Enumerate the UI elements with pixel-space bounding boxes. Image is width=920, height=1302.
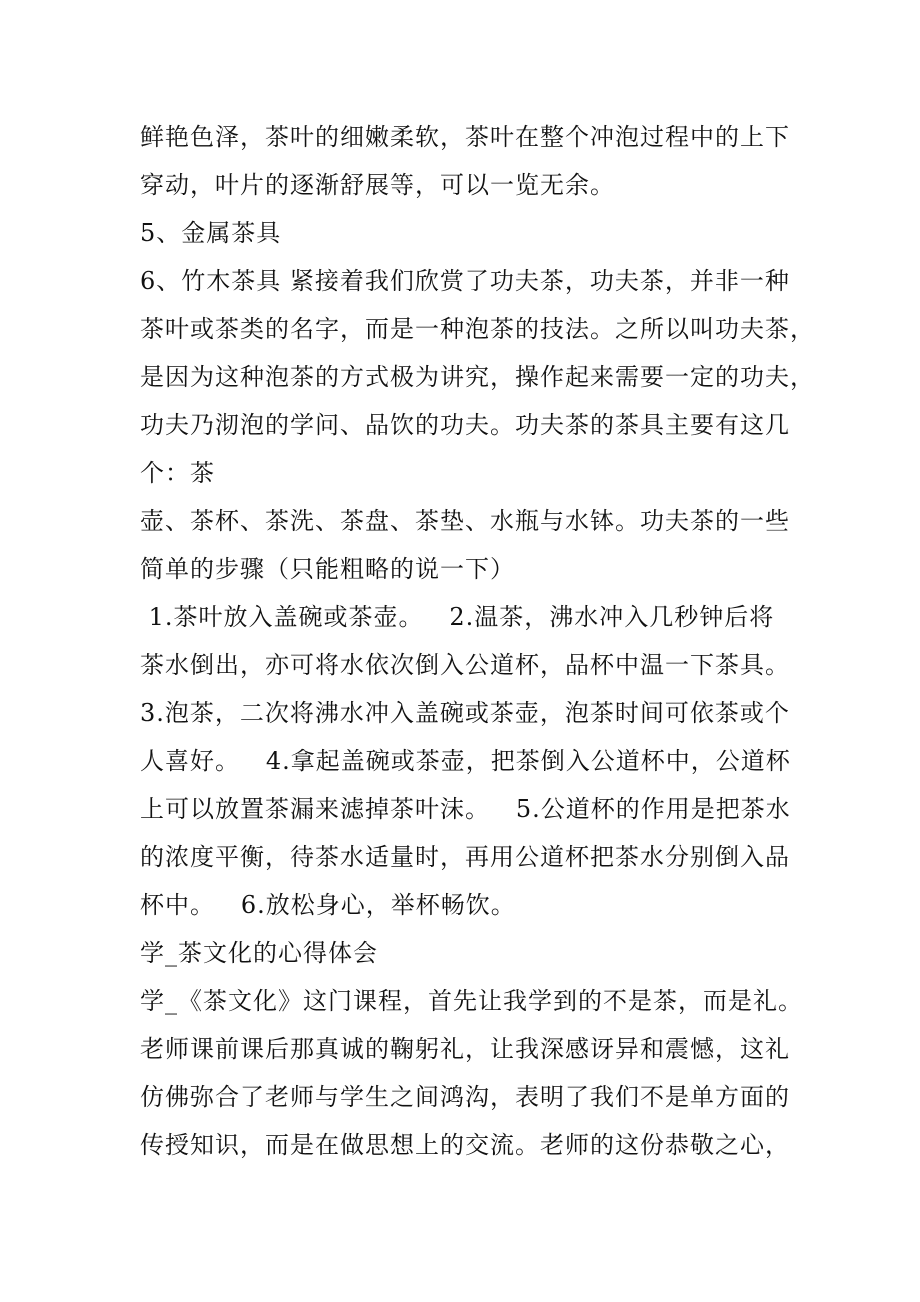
text-line: 6、竹木茶具 紧接着我们欣赏了功夫茶，功夫茶，并非一种 <box>140 267 790 295</box>
text-line: 上可以放置茶漏来滤掉茶叶沫。 5.公道杯的作用是把茶水 <box>140 795 791 823</box>
section-heading: 学_茶文化的心得体会 <box>140 939 378 967</box>
text-line: 3.泡茶，二次将沸水冲入盖碗或茶壶，泡茶时间可依茶或个 <box>140 699 790 727</box>
text-line: 茶叶或茶类的名字，而是一种泡茶的技法。之所以叫功夫茶， <box>140 315 815 343</box>
text-line: 1.茶叶放入盖碗或茶壶。 2.温茶，沸水冲入几秒钟后将 <box>140 603 775 631</box>
text-line: 的浓度平衡，待茶水适量时，再用公道杯把茶水分别倒入品 <box>140 843 790 871</box>
section-heading: 5、金属茶具 <box>140 219 282 247</box>
text-line: 学_《茶文化》这门课程，首先让我学到的不是茶，而是礼。 <box>140 987 803 1015</box>
text-line: 仿佛弥合了老师与学生之间鸿沟，表明了我们不是单方面的 <box>140 1083 790 1111</box>
text-line: 壶、茶杯、茶洗、茶盘、茶垫、水瓶与水钵。功夫茶的一些 <box>140 507 790 535</box>
text-line: 是因为这种泡茶的方式极为讲究，操作起来需要一定的功夫， <box>140 363 815 391</box>
text-line: 简单的步骤（只能粗略的说一下） <box>140 555 515 583</box>
text-line: 人喜好。 4.拿起盖碗或茶壶，把茶倒入公道杯中，公道杯 <box>140 747 791 775</box>
text-line: 穿动，叶片的逐渐舒展等，可以一览无余。 <box>140 171 615 199</box>
text-line: 老师课前课后那真诚的鞠躬礼，让我深感讶异和震憾，这礼 <box>140 1035 790 1063</box>
text-line: 传授知识，而是在做思想上的交流。老师的这份恭敬之心， <box>140 1131 790 1159</box>
text-line: 鲜艳色泽，茶叶的细嫩柔软，茶叶在整个冲泡过程中的上下 <box>140 123 790 151</box>
text-line: 个：茶 <box>140 459 215 487</box>
text-line: 茶水倒出，亦可将水依次倒入公道杯，品杯中温一下茶具。 <box>140 651 790 679</box>
text-line: 功夫乃沏泡的学问、品饮的功夫。功夫茶的茶具主要有这几 <box>140 411 790 439</box>
text-line: 杯中。 6.放松身心，举杯畅饮。 <box>140 891 516 919</box>
